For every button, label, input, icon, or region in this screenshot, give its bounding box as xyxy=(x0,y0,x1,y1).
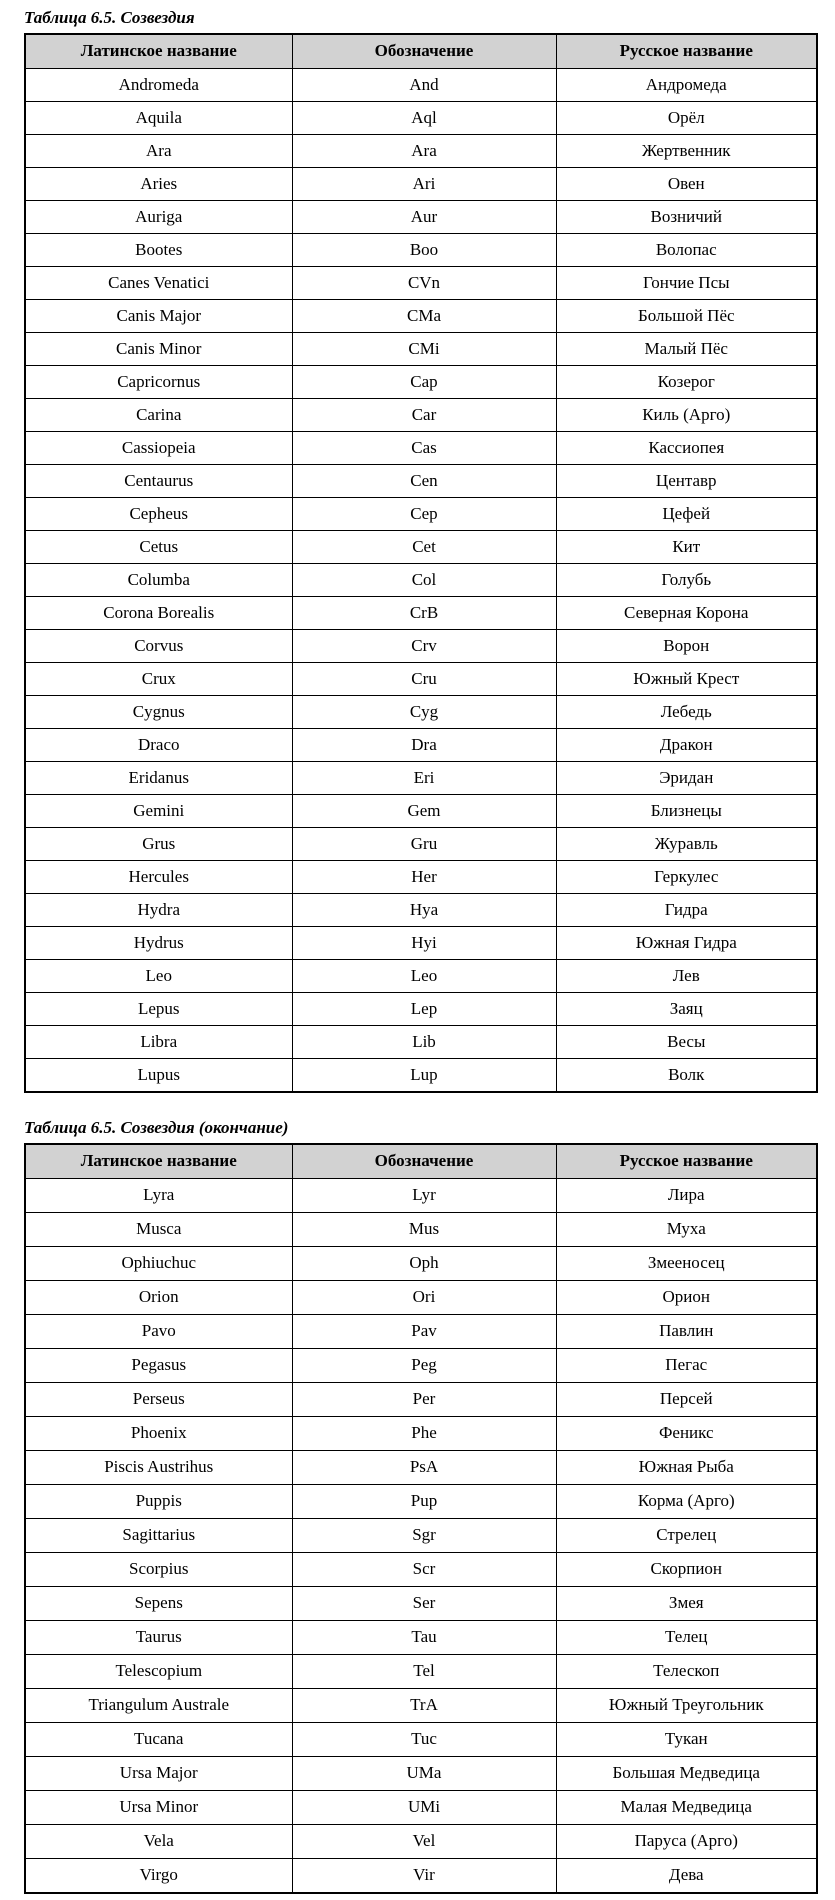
latin-name-cell: Ursa Major xyxy=(25,1757,292,1791)
table-row xyxy=(25,1655,817,1689)
abbreviation-cell: Oph xyxy=(292,1247,556,1281)
russian-name-cell: Геркулес xyxy=(556,861,817,894)
russian-name-cell: Южный Крест xyxy=(556,663,817,696)
russian-name-cell: Эридан xyxy=(556,762,817,795)
abbreviation-cell: Cyg xyxy=(292,696,556,729)
russian-name-cell: Корма (Арго) xyxy=(556,1485,817,1519)
abbreviation-cell: Gru xyxy=(292,828,556,861)
column-header-latin-name: Латинское название xyxy=(25,34,292,69)
russian-name-cell: Большая Медведица xyxy=(556,1757,817,1791)
abbreviation-cell: CMa xyxy=(292,300,556,333)
latin-name-cell: Capricornus xyxy=(25,366,292,399)
table-row xyxy=(25,597,817,630)
latin-name-cell: Phoenix xyxy=(25,1417,292,1451)
russian-name-cell: Андромеда xyxy=(556,69,817,102)
latin-name-cell: Auriga xyxy=(25,201,292,234)
table-row xyxy=(25,1689,817,1723)
abbreviation-cell: Lep xyxy=(292,993,556,1026)
latin-name-cell: Virgo xyxy=(25,1859,292,1894)
russian-name-cell: Волопас xyxy=(556,234,817,267)
abbreviation-cell: Car xyxy=(292,399,556,432)
abbreviation-cell: Cet xyxy=(292,531,556,564)
russian-name-cell: Южная Рыба xyxy=(556,1451,817,1485)
table-row xyxy=(25,1026,817,1059)
abbreviation-cell: Aur xyxy=(292,201,556,234)
russian-name-cell: Скорпион xyxy=(556,1553,817,1587)
russian-name-cell: Гидра xyxy=(556,894,817,927)
latin-name-cell: Scorpius xyxy=(25,1553,292,1587)
abbreviation-cell: Phe xyxy=(292,1417,556,1451)
abbreviation-cell: Sgr xyxy=(292,1519,556,1553)
table-row xyxy=(25,1825,817,1859)
abbreviation-cell: Scr xyxy=(292,1553,556,1587)
russian-name-cell: Близнецы xyxy=(556,795,817,828)
abbreviation-cell: CVn xyxy=(292,267,556,300)
abbreviation-cell: Tel xyxy=(292,1655,556,1689)
abbreviation-cell: Ori xyxy=(292,1281,556,1315)
table-row xyxy=(25,1587,817,1621)
russian-name-cell: Центавр xyxy=(556,465,817,498)
table-row xyxy=(25,894,817,927)
table-row xyxy=(25,168,817,201)
abbreviation-cell: CrB xyxy=(292,597,556,630)
latin-name-cell: Piscis Austrihus xyxy=(25,1451,292,1485)
abbreviation-cell: Gem xyxy=(292,795,556,828)
table-row xyxy=(25,1213,817,1247)
russian-name-cell: Ворон xyxy=(556,630,817,663)
abbreviation-cell: Pav xyxy=(292,1315,556,1349)
table-row xyxy=(25,333,817,366)
russian-name-cell: Весы xyxy=(556,1026,817,1059)
table-row xyxy=(25,696,817,729)
russian-name-cell: Козерог xyxy=(556,366,817,399)
russian-name-cell: Малая Медведица xyxy=(556,1791,817,1825)
abbreviation-cell: Her xyxy=(292,861,556,894)
latin-name-cell: Perseus xyxy=(25,1383,292,1417)
latin-name-cell: Bootes xyxy=(25,234,292,267)
russian-name-cell: Лира xyxy=(556,1179,817,1213)
abbreviation-cell: Mus xyxy=(292,1213,556,1247)
russian-name-cell: Северная Корона xyxy=(556,597,817,630)
russian-name-cell: Заяц xyxy=(556,993,817,1026)
latin-name-cell: Hydra xyxy=(25,894,292,927)
abbreviation-cell: Aql xyxy=(292,102,556,135)
table-row xyxy=(25,1179,817,1213)
russian-name-cell: Большой Пёс xyxy=(556,300,817,333)
russian-name-cell: Орёл xyxy=(556,102,817,135)
russian-name-cell: Кит xyxy=(556,531,817,564)
abbreviation-cell: Pup xyxy=(292,1485,556,1519)
russian-name-cell: Тукан xyxy=(556,1723,817,1757)
table-body xyxy=(25,1179,817,1894)
russian-name-cell: Лев xyxy=(556,960,817,993)
table-row xyxy=(25,1519,817,1553)
table-row xyxy=(25,1451,817,1485)
latin-name-cell: Gemini xyxy=(25,795,292,828)
abbreviation-cell: CMi xyxy=(292,333,556,366)
russian-name-cell: Малый Пёс xyxy=(556,333,817,366)
latin-name-cell: Leo xyxy=(25,960,292,993)
latin-name-cell: Canes Venatici xyxy=(25,267,292,300)
table-row xyxy=(25,1383,817,1417)
table-row xyxy=(25,432,817,465)
latin-name-cell: Canis Minor xyxy=(25,333,292,366)
table-row xyxy=(25,1791,817,1825)
russian-name-cell: Муха xyxy=(556,1213,817,1247)
latin-name-cell: Sagittarius xyxy=(25,1519,292,1553)
latin-name-cell: Carina xyxy=(25,399,292,432)
abbreviation-cell: Lup xyxy=(292,1059,556,1093)
abbreviation-cell: Ara xyxy=(292,135,556,168)
table-row xyxy=(25,1417,817,1451)
russian-name-cell: Павлин xyxy=(556,1315,817,1349)
russian-name-cell: Стрелец xyxy=(556,1519,817,1553)
abbreviation-cell: Leo xyxy=(292,960,556,993)
russian-name-cell: Гончие Псы xyxy=(556,267,817,300)
russian-name-cell: Овен xyxy=(556,168,817,201)
russian-name-cell: Телец xyxy=(556,1621,817,1655)
abbreviation-cell: Eri xyxy=(292,762,556,795)
latin-name-cell: Vela xyxy=(25,1825,292,1859)
abbreviation-cell: Boo xyxy=(292,234,556,267)
russian-name-cell: Жертвенник xyxy=(556,135,817,168)
table-row xyxy=(25,630,817,663)
latin-name-cell: Crux xyxy=(25,663,292,696)
latin-name-cell: Centaurus xyxy=(25,465,292,498)
russian-name-cell: Голубь xyxy=(556,564,817,597)
latin-name-cell: Tucana xyxy=(25,1723,292,1757)
header-row xyxy=(25,34,817,69)
russian-name-cell: Пегас xyxy=(556,1349,817,1383)
latin-name-cell: Pegasus xyxy=(25,1349,292,1383)
table-row xyxy=(25,531,817,564)
table-row xyxy=(25,795,817,828)
table-caption-constellations: Таблица 6.5. Созвездия xyxy=(24,8,195,27)
abbreviation-cell: Cap xyxy=(292,366,556,399)
latin-name-cell: Orion xyxy=(25,1281,292,1315)
table-row xyxy=(25,960,817,993)
latin-name-cell: Hercules xyxy=(25,861,292,894)
latin-name-cell: Sepens xyxy=(25,1587,292,1621)
russian-name-cell: Персей xyxy=(556,1383,817,1417)
russian-name-cell: Дракон xyxy=(556,729,817,762)
russian-name-cell: Змея xyxy=(556,1587,817,1621)
latin-name-cell: Triangulum Australe xyxy=(25,1689,292,1723)
table-row xyxy=(25,399,817,432)
table-row xyxy=(25,234,817,267)
latin-name-cell: Lupus xyxy=(25,1059,292,1093)
latin-name-cell: Cassiopeia xyxy=(25,432,292,465)
russian-name-cell: Южный Треугольник xyxy=(556,1689,817,1723)
abbreviation-cell: Ari xyxy=(292,168,556,201)
table-row xyxy=(25,267,817,300)
latin-name-cell: Aries xyxy=(25,168,292,201)
latin-name-cell: Draco xyxy=(25,729,292,762)
latin-name-cell: Hydrus xyxy=(25,927,292,960)
table-row xyxy=(25,1281,817,1315)
table-row xyxy=(25,1553,817,1587)
table-row xyxy=(25,762,817,795)
table-row xyxy=(25,366,817,399)
latin-name-cell: Musca xyxy=(25,1213,292,1247)
table-row xyxy=(25,201,817,234)
russian-name-cell: Южная Гидра xyxy=(556,927,817,960)
abbreviation-cell: Tau xyxy=(292,1621,556,1655)
column-header-russian-name: Русское название xyxy=(556,34,817,69)
header-row xyxy=(25,1144,817,1179)
abbreviation-cell: Lib xyxy=(292,1026,556,1059)
table-row xyxy=(25,729,817,762)
table-row xyxy=(25,663,817,696)
table-row xyxy=(25,927,817,960)
latin-name-cell: Aquila xyxy=(25,102,292,135)
table-row xyxy=(25,465,817,498)
russian-name-cell: Журавль xyxy=(556,828,817,861)
latin-name-cell: Ara xyxy=(25,135,292,168)
table-row xyxy=(25,498,817,531)
constellations-table-part-1 xyxy=(24,33,818,1093)
abbreviation-cell: TrA xyxy=(292,1689,556,1723)
table-row xyxy=(25,1315,817,1349)
abbreviation-cell: Ser xyxy=(292,1587,556,1621)
abbreviation-cell: Col xyxy=(292,564,556,597)
russian-name-cell: Паруса (Арго) xyxy=(556,1825,817,1859)
russian-name-cell: Кассиопея xyxy=(556,432,817,465)
latin-name-cell: Grus xyxy=(25,828,292,861)
table-row xyxy=(25,861,817,894)
table-row xyxy=(25,1485,817,1519)
abbreviation-cell: PsA xyxy=(292,1451,556,1485)
abbreviation-cell: Peg xyxy=(292,1349,556,1383)
column-header-abbreviation: Обозначение xyxy=(292,1144,556,1179)
latin-name-cell: Cygnus xyxy=(25,696,292,729)
table-row xyxy=(25,1621,817,1655)
table-row xyxy=(25,828,817,861)
table-caption-constellations-continued: Таблица 6.5. Созвездия (окончание) xyxy=(24,1118,289,1137)
table-row xyxy=(25,1757,817,1791)
latin-name-cell: Canis Major xyxy=(25,300,292,333)
abbreviation-cell: Dra xyxy=(292,729,556,762)
latin-name-cell: Corvus xyxy=(25,630,292,663)
abbreviation-cell: Cep xyxy=(292,498,556,531)
table-row xyxy=(25,1247,817,1281)
russian-name-cell: Дева xyxy=(556,1859,817,1894)
abbreviation-cell: Lyr xyxy=(292,1179,556,1213)
abbreviation-cell: Hyi xyxy=(292,927,556,960)
table-row xyxy=(25,102,817,135)
column-header-abbreviation: Обозначение xyxy=(292,34,556,69)
table-row xyxy=(25,1723,817,1757)
russian-name-cell: Возничий xyxy=(556,201,817,234)
table-body xyxy=(25,69,817,1093)
russian-name-cell: Лебедь xyxy=(556,696,817,729)
abbreviation-cell: Cas xyxy=(292,432,556,465)
latin-name-cell: Ophiuchuc xyxy=(25,1247,292,1281)
latin-name-cell: Puppis xyxy=(25,1485,292,1519)
russian-name-cell: Киль (Арго) xyxy=(556,399,817,432)
latin-name-cell: Eridanus xyxy=(25,762,292,795)
abbreviation-cell: Crv xyxy=(292,630,556,663)
abbreviation-cell: UMa xyxy=(292,1757,556,1791)
table-row xyxy=(25,135,817,168)
table-row xyxy=(25,69,817,102)
table-row xyxy=(25,1059,817,1093)
abbreviation-cell: Per xyxy=(292,1383,556,1417)
russian-name-cell: Орион xyxy=(556,1281,817,1315)
russian-name-cell: Волк xyxy=(556,1059,817,1093)
abbreviation-cell: Cru xyxy=(292,663,556,696)
latin-name-cell: Columba xyxy=(25,564,292,597)
column-header-russian-name: Русское название xyxy=(556,1144,817,1179)
table-row xyxy=(25,1349,817,1383)
constellations-table-part-2 xyxy=(24,1143,818,1894)
table-row xyxy=(25,1859,817,1894)
abbreviation-cell: UMi xyxy=(292,1791,556,1825)
latin-name-cell: Ursa Minor xyxy=(25,1791,292,1825)
russian-name-cell: Змееносец xyxy=(556,1247,817,1281)
latin-name-cell: Corona Borealis xyxy=(25,597,292,630)
latin-name-cell: Pavo xyxy=(25,1315,292,1349)
russian-name-cell: Феникс xyxy=(556,1417,817,1451)
abbreviation-cell: And xyxy=(292,69,556,102)
latin-name-cell: Taurus xyxy=(25,1621,292,1655)
latin-name-cell: Andromeda xyxy=(25,69,292,102)
abbreviation-cell: Vir xyxy=(292,1859,556,1894)
abbreviation-cell: Vel xyxy=(292,1825,556,1859)
latin-name-cell: Telescopium xyxy=(25,1655,292,1689)
latin-name-cell: Libra xyxy=(25,1026,292,1059)
table-row xyxy=(25,993,817,1026)
russian-name-cell: Телескоп xyxy=(556,1655,817,1689)
abbreviation-cell: Tuc xyxy=(292,1723,556,1757)
latin-name-cell: Lyra xyxy=(25,1179,292,1213)
column-header-latin-name: Латинское название xyxy=(25,1144,292,1179)
abbreviation-cell: Cen xyxy=(292,465,556,498)
table-row xyxy=(25,564,817,597)
russian-name-cell: Цефей xyxy=(556,498,817,531)
latin-name-cell: Lepus xyxy=(25,993,292,1026)
latin-name-cell: Cetus xyxy=(25,531,292,564)
table-row xyxy=(25,300,817,333)
latin-name-cell: Cepheus xyxy=(25,498,292,531)
abbreviation-cell: Hya xyxy=(292,894,556,927)
